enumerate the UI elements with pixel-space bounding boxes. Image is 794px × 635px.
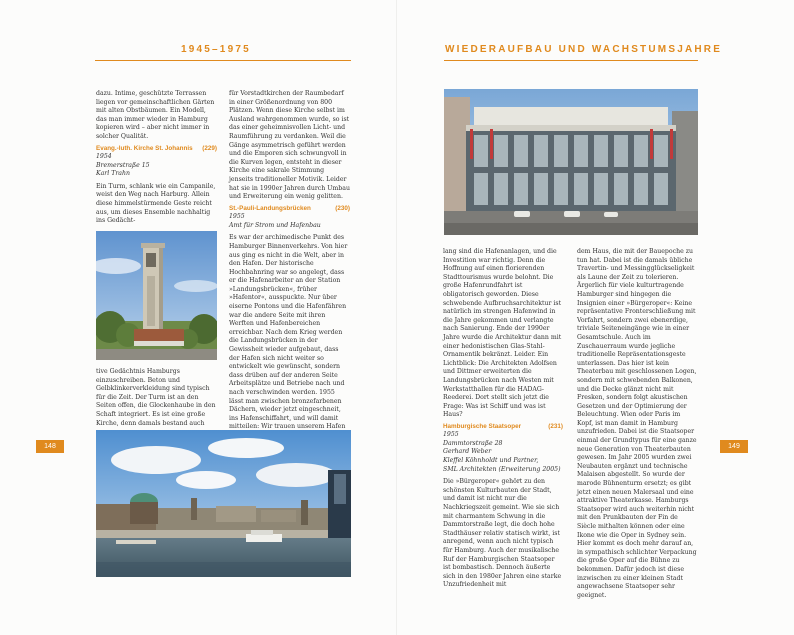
- paragraph: für Vorstadtkirchen der Raumbedarf in einer Größenordnung von 800 Plätzen. Wenn diese Kirche selbst im Ausland wahrgenommen wurde, so ist das einer geheimnisvollen Licht- und Raumführung zu verdanken. Weil die Gänge asymmetrisch geführt werden und die Emporen sich schwungvoll in die Kurven legen, entsteht in dieser Kirche eine sakrale Stimmung jenseits traditioneller Motivik. Leider hat sie in 1990er Jahren durch Umbau und Erweiterung ein wenig gelitten.: [229, 90, 350, 201]
- right-page: [397, 0, 794, 635]
- running-head-right: WIEDERAUFBAU UND WACHSTUMSJAHRE: [445, 44, 723, 55]
- entry-architect-3: SML Architekten (Erweiterung 2005): [443, 465, 561, 473]
- entry-number: (229): [202, 144, 217, 152]
- entry-landungsbruecken: [229, 205, 350, 231]
- entry-number: (230): [335, 204, 350, 212]
- entry-architect: Gerhard Weber: [443, 448, 492, 456]
- paragraph: Die »Bürgeroper« gehört zu den schönsten Kulturbauten der Stadt, und damit ist nicht nur die Nachkriegszeit gemeint. Wie sie sich mit charmantem Schwung in die Dammtorstraße legt, die doch hohe Stadthäuser relativ statisch wirkt, ist anregend, wenn auch nicht typisch für Hamburg. Auch der musikalische Ruf der Hamburgischen Staatsoper ist bombastisch. Dennoch äußerte sich in den 1980er Jahren eine starke Unzufriedenheit mit: [443, 478, 562, 589]
- right-column-2: [577, 248, 698, 600]
- entry-title: Evang.-luth. Kirche St. Johannis: [96, 144, 193, 152]
- entry-title: Hamburgische Staatsoper: [443, 422, 522, 430]
- paragraph: tive Gedächtnis Hamburgs einzuschreiben. Beton und Gelbklinkerverkleidung sind typisch für die Zeit. Der Turm ist an den Seiten offen, die Glockenhaube in den Schaft integriert. Es ist eine große Kirche, denn damals bestand auch: [96, 368, 216, 427]
- right-column-1: [443, 248, 563, 590]
- left-column-1-continued: [96, 368, 217, 428]
- page-number-right: 149: [720, 440, 748, 453]
- paragraph: Es war der archimedische Punkt des Hamburger Binnenverkehrs. Von hier aus ging es nicht in die Welt, aber in den Hafen. Der historische Hochbahnring war so angelegt, dass er die Hafenarbeiter an der Station »Landungsbrücken«, früher »Hafentor«, ausspuckte. Nur über eiserne Pontons und die Hafenfähren war die andere Seite mit ihren Werften und Hafenbereichen erreichbar. Nach dem Krieg werden die Landungsbrücken in der Gewissheit wieder aufgebaut, dass der Hafen sich nicht weiter so entwickelt wie gewünscht, sondern dass drüben auf der anderen Seite Arbeitsplätze und Betriebe nach und nach verschwinden werden. 1955 lässt man zwischen bronzefarbenen Dächern, wieder jetzt eingeschneit, ins Hafenschiffahrt, und will damit mitteilen: Wir trauen unserem Hafen: [229, 234, 348, 431]
- entry-st-johannis: [96, 145, 217, 179]
- entry-year: 1955: [229, 213, 245, 221]
- paragraph: dem Haus, die mit der Bauepoche zu tun hat. Dabei ist die damals übliche Travertin- und Messingglückseligkeit als Laune der Zeit zu tolerieren. Ärgerlich für viele kulturtragende Hamburger sind hingegen die Insignien einer »Bürgeroper«: Keine repräsentative Fronterschließung mit Vorfahrt, sondern zwei ebenerdige, triviale Seiteneingänge wie in einer Gesamtschule. Auch im Zuschauerraum wurde jegliche traditionelle Repräsentationsgeste unterlassen. Das hier ist kein Theaterbau mit geschlossenen Logen, sondern mit schwebenden Balkonen, und die Decke glänzt nicht mit Fresken, sondern folgt akustischen Gesetzen und der Optimierung der Beleuchtung. Wien oder Paris im Kopf, ist man damit in Hamburg unzufrieden. Dabei ist die Staatsoper einmal der Grundtypus für eine ganze neue Generation von Theaterbauten gewesen. Im Jahr 2005 wurden zwei Neubauten ergänzt und technische Malaisen abgestellt. So wurde der marode Bühnenturm ersetzt; es gibt jetzt einen neuen Malersaal und eine attraktive Theaterkasse. Hamburgs Staatsoper wird auch weiterhin nicht mit den Prunkbauten der Fin de Siècle mithalten können oder eine Ikone wie die Oper in Sydney sein. Hier kommt es doch mehr darauf an, in sympathisch schlichter Verpackung die große Oper auf die Bühne zu bekommen. Dafür jedoch ist diese inzwischen zu einer kleinen Stadt angewachsene Staatsoper sehr geeignet.: [577, 248, 697, 599]
- entry-year: 1954: [96, 152, 112, 160]
- entry-architect-2: Kleffel Köhnholdt und Partner,: [443, 457, 539, 465]
- entry-title: St.-Pauli-Landungsbrücken: [229, 204, 311, 212]
- church-tower-photo: [96, 231, 217, 360]
- paragraph: dazu. Intime, geschützte Terrassen liegen vor gemeinschaftlichen Gärten mit alten Obstbäumen. Ein Modell, das man immer wieder in Hamburg kopieren wird – aber nicht immer in solcher Qualität.: [96, 90, 215, 140]
- entry-architect: Karl Trahn: [96, 170, 130, 178]
- opera-house-photo: [444, 89, 698, 235]
- paragraph: lang sind die Hafenanlagen, und die Investition war richtig. Denn die Hoffnung auf einen florierenden Stadttourismus wurde belohnt. Die große Hafenrundfahrt ist obligatorisch geworden. Diese schwebende Aufbruchsarchitektur ist natürlich im strengen Hafenwind in die Jahre gekommen und verlangte nach Sanierung. Ende der 1990er Jahre wurde die Architektur dann mit einer hedonistischen Glas-Stahl-Ornamentik bekränzt. Leider. Ein Lichtblick: Die Architekten Adolfsen und Dittmer erweiterten die Landungsbrücken nach Westen mit Werkstatthallen für die HADAG-Reederei. Dort stellt sich jetzt die Frage: Was ist Schiff und was ist Haus?: [443, 248, 562, 419]
- left-column-1: [96, 90, 217, 226]
- harbor-photo: [96, 430, 351, 577]
- entry-staatsoper: [443, 423, 563, 474]
- entry-address: Bremerstraße 15: [96, 161, 150, 169]
- entry-address: Dammtorstraße 28: [443, 439, 503, 447]
- entry-number: (231): [548, 422, 563, 430]
- left-column-2: [229, 90, 350, 449]
- paragraph: Ein Turm, schlank wie ein Campanile, weist den Weg nach Harburg. Allein diese himmelstürmende Geste reicht aus, um dieses Ensemble nachhaltig ins Gedächt-: [96, 182, 216, 225]
- page-number-left: 148: [36, 440, 64, 453]
- header-rule-left: [95, 60, 351, 61]
- entry-year: 1955: [443, 431, 459, 439]
- running-head-left: 1945–1975: [181, 44, 251, 55]
- entry-architect: Amt für Strom und Hafenbau: [229, 221, 321, 229]
- header-rule-right: [444, 60, 698, 61]
